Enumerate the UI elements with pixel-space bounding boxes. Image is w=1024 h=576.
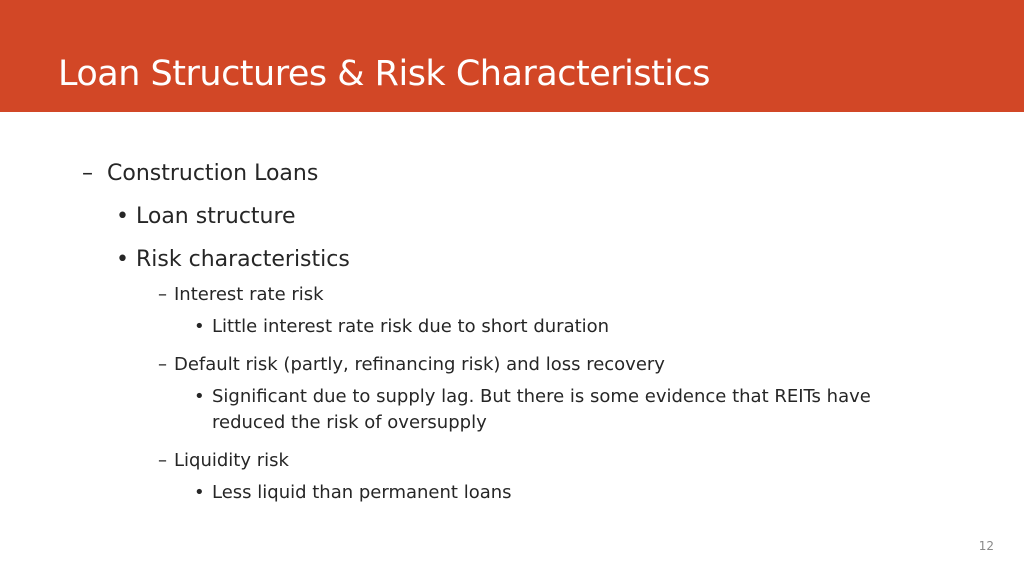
- interest-rate-risk-item: Interest rate risk: [174, 284, 324, 305]
- dash-bullet-default: –: [158, 354, 167, 375]
- default-detail-line1: Significant due to supply lag. But there is some evidence that REITs have: [212, 386, 871, 407]
- loan-structure-item: Loan structure: [136, 204, 296, 229]
- dash-bullet-liquidity: –: [158, 450, 167, 471]
- bullet-liquidity-detail: •: [194, 482, 205, 503]
- construction-loans-heading: Construction Loans: [107, 161, 319, 186]
- liquidity-risk-item: Liquidity risk: [174, 450, 289, 471]
- liquidity-detail: Less liquid than permanent loans: [212, 482, 512, 503]
- interest-rate-detail: Little interest rate risk due to short duration: [212, 316, 610, 337]
- default-detail-line2: reduced the risk of oversupply: [212, 412, 487, 433]
- bullet-interest-rate-detail: •: [194, 316, 205, 337]
- slide-title: Loan Structures & Risk Characteristics: [58, 54, 710, 94]
- risk-characteristics-item: Risk characteristics: [136, 247, 350, 272]
- page-number: 12: [978, 539, 994, 553]
- default-risk-item: Default risk (partly, refinancing risk) and loss recovery: [174, 354, 665, 375]
- bullet-risk-characteristics: •: [116, 247, 129, 272]
- dash-bullet-construction: –: [82, 161, 93, 186]
- bullet-default-detail: •: [194, 386, 205, 407]
- bullet-loan-structure: •: [116, 204, 129, 229]
- dash-bullet-interest-rate: –: [158, 284, 167, 305]
